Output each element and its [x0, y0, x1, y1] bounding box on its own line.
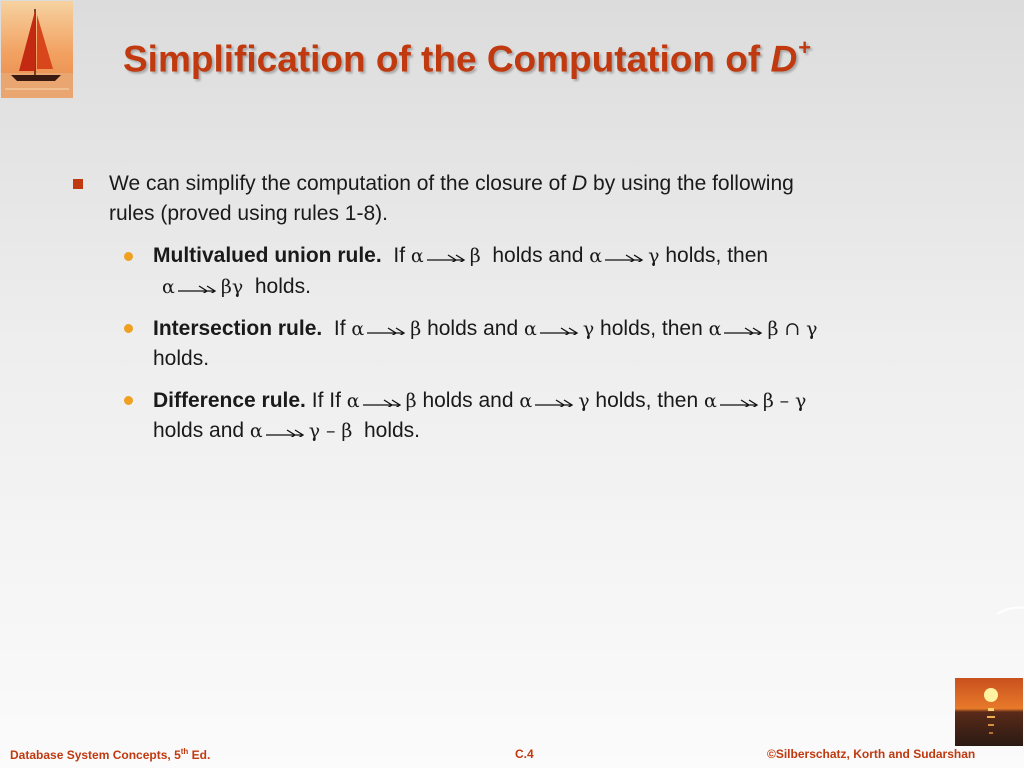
- multivalued-arrow-icon: [362, 395, 404, 407]
- multivalued-arrow-icon: [177, 281, 219, 293]
- sunset-logo-icon: [955, 678, 1023, 746]
- bullet-square: [73, 179, 83, 189]
- decorative-arc: [995, 602, 1024, 622]
- footer-book-title: Database System Concepts, 5th Ed.: [10, 747, 211, 762]
- footer-slide-number: C.4: [515, 747, 534, 761]
- intro-line-1: We can simplify the computation of the closure of D by using the following: [109, 172, 794, 195]
- intro-line-2: rules (proved using rules 1-8).: [109, 202, 388, 225]
- multivalued-arrow-icon: [366, 323, 408, 335]
- multivalued-arrow-icon: [604, 250, 646, 262]
- intersection-rule-line-2: holds.: [153, 347, 210, 370]
- footer-copyright: ©Silberschatz, Korth and Sudarshan: [767, 747, 976, 761]
- intersection-rule-line-1: Intersection rule. If α β holds and α γ holds, then α β ∩ γ: [153, 317, 818, 340]
- multivalued-arrow-icon: [265, 425, 307, 437]
- union-rule-line-1: Multivalued union rule. If α β holds and α γ holds, then: [153, 244, 769, 267]
- bullet-dot: [124, 324, 133, 333]
- multivalued-arrow-icon: [426, 250, 468, 262]
- slide-title: Simplification of the Computation of D+: [123, 35, 812, 80]
- union-rule-line-2: α βγ holds.: [162, 275, 311, 298]
- bullet-dot: [124, 252, 133, 261]
- difference-rule-line-1: Difference rule. If If α β holds and α γ holds, then α β – γ: [153, 389, 807, 412]
- multivalued-arrow-icon: [719, 395, 761, 407]
- sailboat-logo-icon: [1, 1, 73, 98]
- multivalued-arrow-icon: [539, 323, 581, 335]
- multivalued-arrow-icon: [723, 323, 765, 335]
- multivalued-arrow-icon: [534, 395, 576, 407]
- difference-rule-line-2: holds and α γ – β holds.: [153, 419, 421, 442]
- bullet-dot: [124, 396, 133, 405]
